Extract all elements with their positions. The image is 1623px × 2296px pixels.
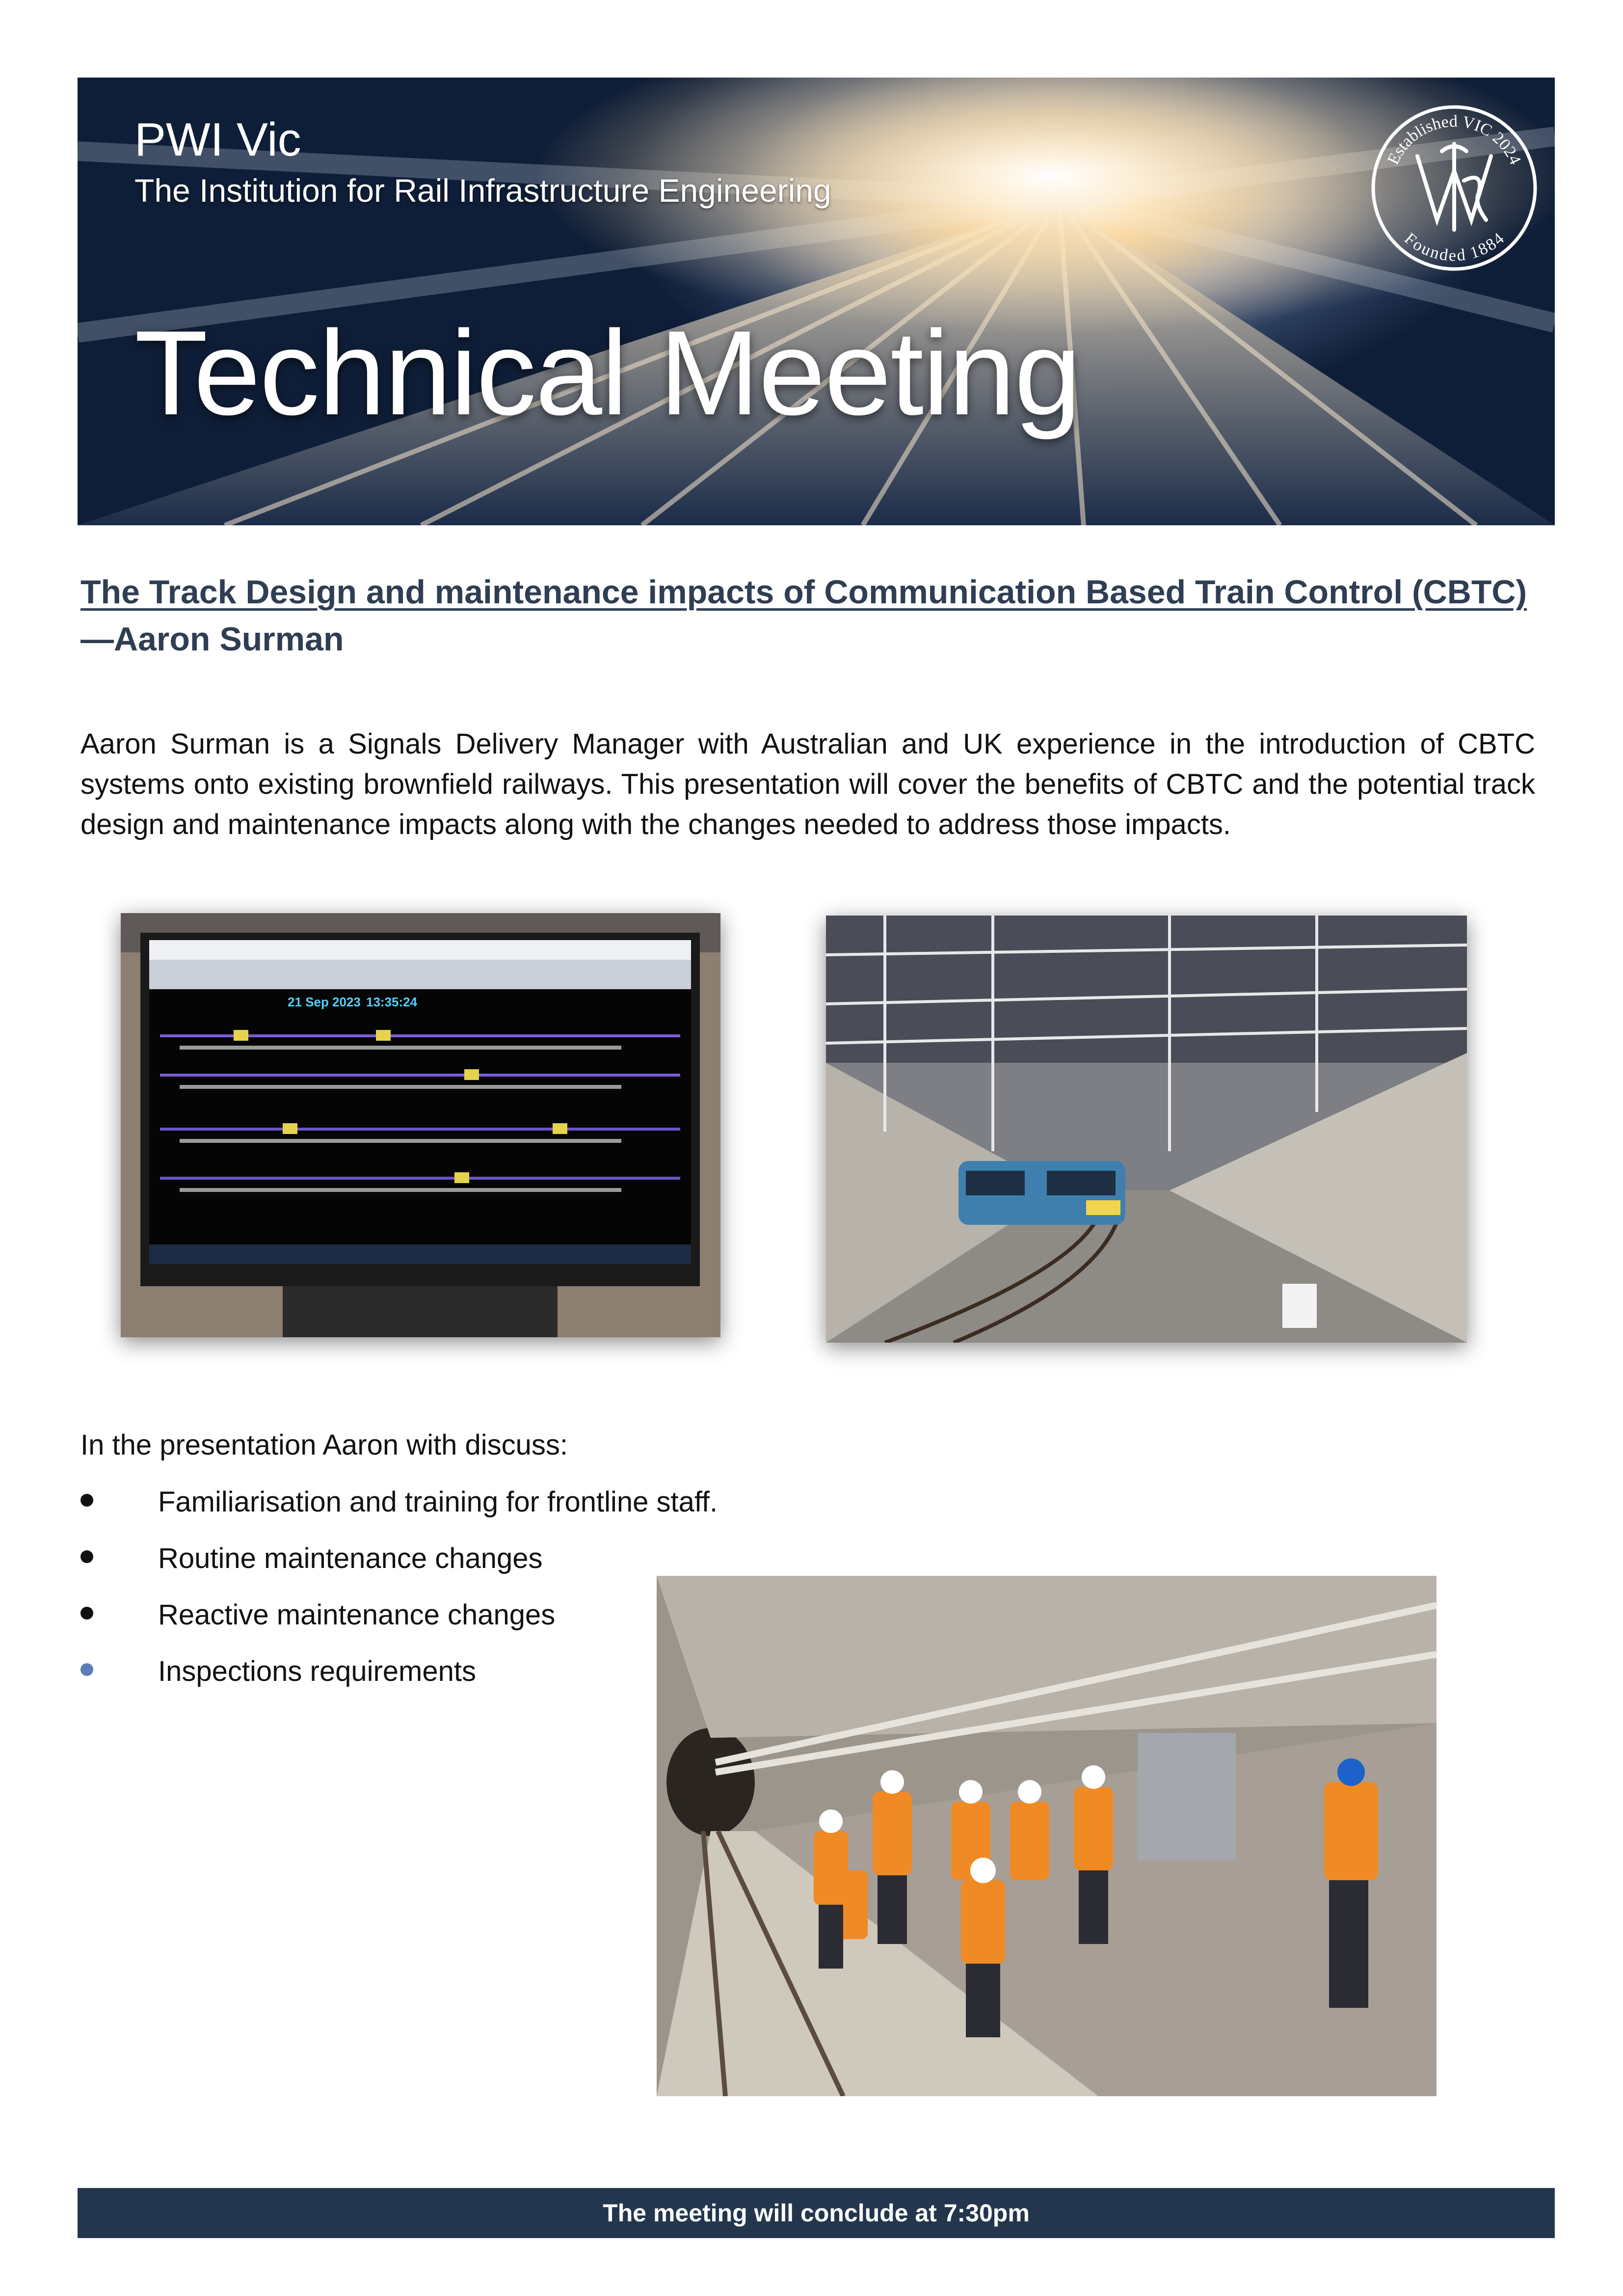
bullet-icon — [80, 1607, 93, 1620]
pwi-logo-icon — [1363, 97, 1545, 279]
discussion-intro: In the presentation Aaron with discuss: — [80, 1429, 568, 1461]
svg-text:21 Sep 2023: 21 Sep 2023 — [288, 995, 361, 1009]
talk-speaker: —Aaron Surman — [80, 621, 344, 658]
svg-text:Established VIC 2024: Established VIC 2024 — [1384, 112, 1525, 167]
organisation-name: PWI Vic — [134, 113, 301, 166]
header-banner — [78, 78, 1555, 525]
svg-text:Founded 1884: Founded 1884 — [1401, 229, 1508, 265]
list-item-text: Reactive maintenance changes — [158, 1599, 556, 1631]
list-item-text: Inspections requirements — [158, 1655, 476, 1687]
list-item — [80, 1541, 718, 1598]
list-item — [80, 1598, 718, 1654]
talk-title — [80, 568, 1533, 663]
footer-bar — [78, 2188, 1555, 2238]
page-title: Technical Meeting — [134, 305, 1081, 440]
meeting-end-notice: The meeting will conclude at 7:30pm — [603, 2199, 1030, 2227]
talk-title-text: The Track Design and maintenance impacts of Communication Based Train Control (CBTC) — [80, 573, 1527, 611]
bullet-icon — [80, 1550, 93, 1563]
list-item — [80, 1654, 718, 1711]
bullet-icon — [80, 1494, 93, 1507]
organisation-subtitle: The Institution for Rail Infrastructure Engineering — [134, 172, 831, 209]
speaker-intro-paragraph: Aaron Surman is a Signals Delivery Manager with Australian and UK experience in the introduction of CBTC systems onto existing brownfield railways. This presentation will cover the benefits of CBTC and the potential track design and maintenance impacts along with the changes needed to address those impacts. — [80, 728, 1535, 840]
rail-cutting-train-photo — [826, 916, 1467, 1343]
list-item — [80, 1485, 718, 1541]
list-item-text: Familiarisation and training for frontline staff. — [158, 1486, 718, 1518]
discussion-list — [80, 1485, 718, 1711]
signalling-screen-photo — [121, 913, 720, 1337]
svg-text:13:35:24: 13:35:24 — [366, 995, 418, 1009]
list-item-text: Routine maintenance changes — [158, 1542, 543, 1574]
tunnel-crew-photo — [657, 1576, 1437, 2096]
bullet-icon — [80, 1663, 93, 1676]
